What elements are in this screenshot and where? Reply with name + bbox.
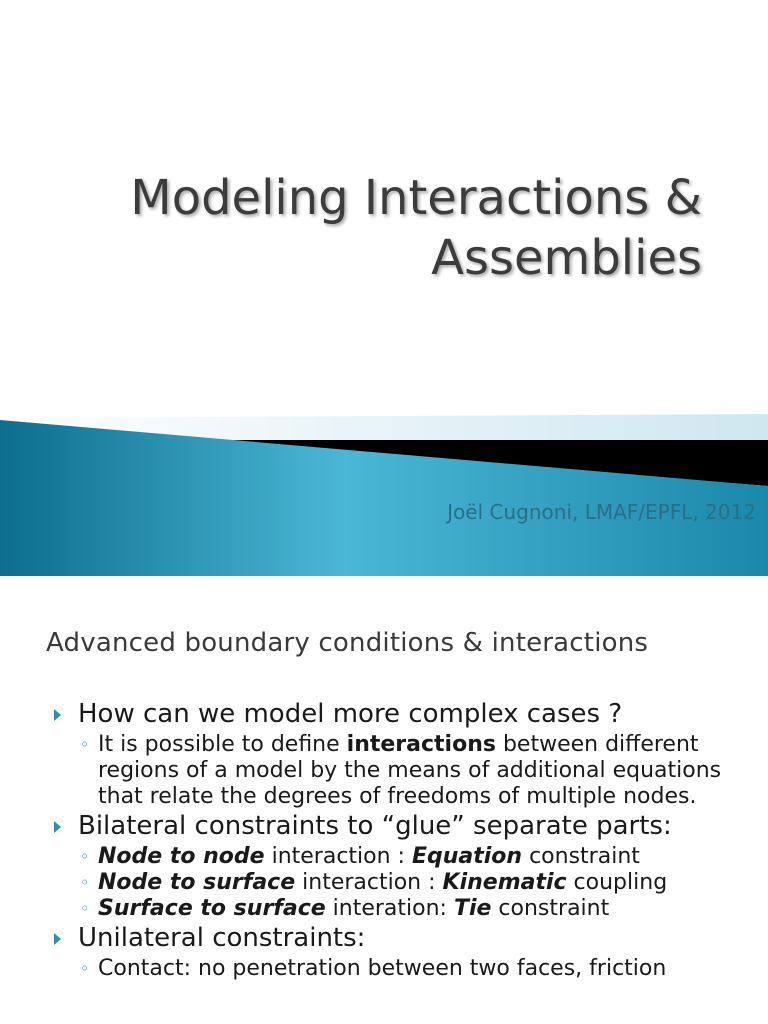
sub2b-d: coupling [566, 870, 668, 895]
title-line-2: Assemblies [431, 230, 702, 286]
sub1-bold: interactions [346, 732, 496, 757]
sub2a-a: Node to node [98, 844, 265, 869]
circle-bullet-icon: ◦ [80, 873, 90, 892]
title-line-1: Modeling Interactions & [130, 170, 702, 226]
bullet-2-text: Bilateral constraints to “glue” separate parts: [78, 811, 672, 841]
sub3-text: Contact: no penetration between two faces, friction [98, 956, 667, 981]
bullet-2 [54, 810, 764, 842]
circle-bullet-icon: ◦ [80, 847, 90, 866]
circle-bullet-icon: ◦ [80, 959, 90, 978]
triangle-bullet-icon [54, 821, 61, 833]
sub-bullet-1 [54, 732, 764, 810]
bullet-3-text: Unilateral constraints: [78, 923, 366, 953]
sub2c-b: interation: [325, 896, 454, 921]
triangle-bullet-icon [54, 933, 61, 945]
content-slide [0, 576, 768, 1024]
content-title: Advanced boundary conditions & interactions [46, 628, 649, 658]
author-line: Joël Cugnoni, LMAF/EPFL, 2012 [447, 500, 756, 524]
sub2c-c: Tie [453, 896, 492, 921]
sub1-post: between different regions of a model by the means of additional equations that relate the degrees of freedoms of multiple nodes. [98, 732, 722, 809]
triangle-bullet-icon [54, 709, 61, 721]
sub2b-c: Kinematic [442, 870, 567, 895]
sub2b-b: interaction : [295, 870, 443, 895]
sub2b-a: Node to surface [98, 870, 296, 895]
sub2c-a: Surface to surface [98, 896, 326, 921]
sub2a-c: Equation [411, 844, 523, 869]
bullet-1-text: How can we model more complex cases ? [78, 699, 623, 729]
bullet-list [54, 698, 764, 982]
circle-bullet-icon: ◦ [80, 735, 90, 754]
bullet-1 [54, 698, 764, 730]
circle-bullet-icon: ◦ [80, 899, 90, 918]
sub-bullet-3 [54, 956, 764, 982]
slide-title [62, 168, 702, 288]
bullet-3 [54, 922, 764, 954]
sub1-pre: It is possible to define [98, 732, 347, 757]
sub2c-d: constraint [491, 896, 610, 921]
sub2a-b: interaction : [264, 844, 412, 869]
sub-bullet-2a [54, 844, 764, 870]
sub2a-d: constraint [522, 844, 640, 869]
sub-bullet-2b [54, 870, 764, 896]
sub-bullet-2c [54, 896, 764, 922]
